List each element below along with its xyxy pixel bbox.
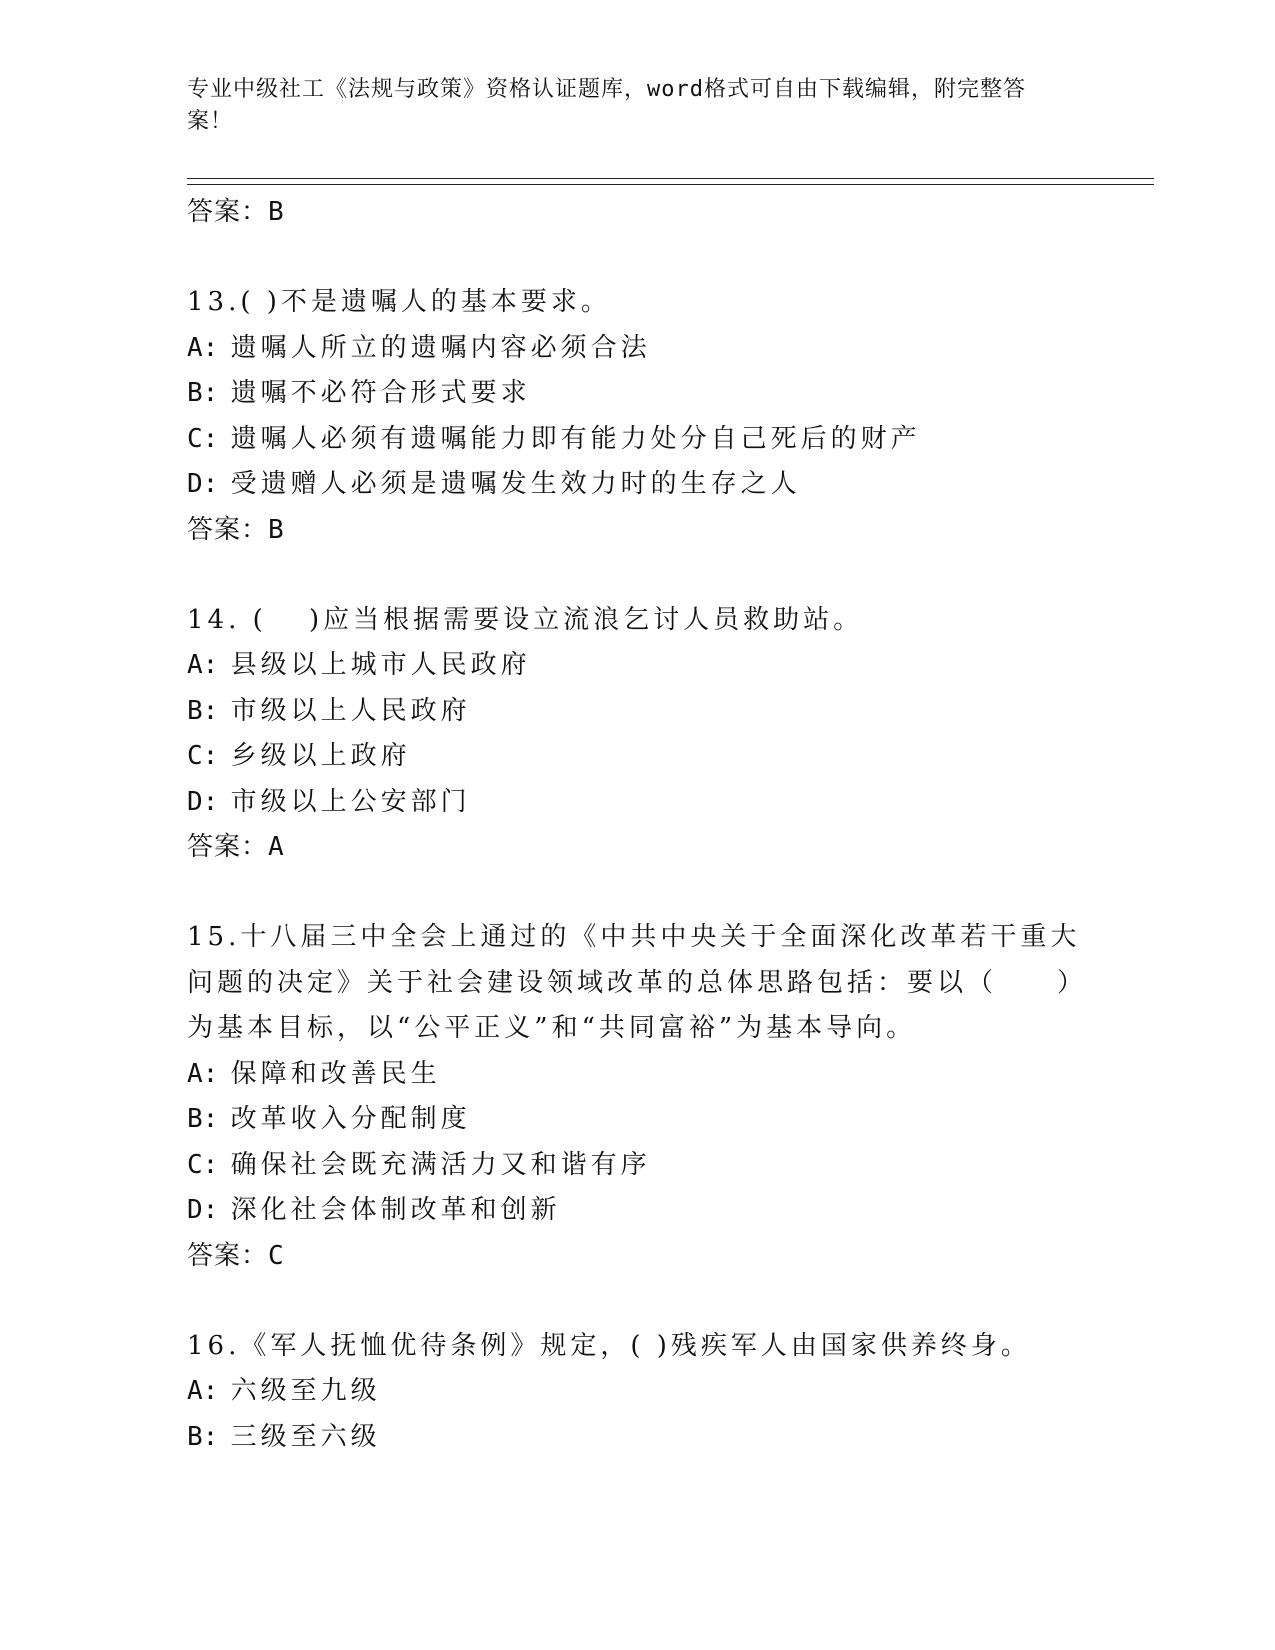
option-text: 确保社会既充满活力又和谐有序 xyxy=(230,1149,651,1180)
option-c xyxy=(187,1143,1087,1189)
question-stem: 13.( )不是遗嘱人的基本要求。 xyxy=(187,287,611,317)
question-13 xyxy=(187,280,1087,553)
question-stem: 15.十八届三中全会上通过的《中共中央关于全面深化改革若干重大问题的决定》关于社会建设领域改革的总体思路包括：要以（ ）为基本目标，以“公平正义”和“共同富裕”为基本导向。 xyxy=(187,922,1088,1043)
option-letter: A: xyxy=(187,332,219,363)
header-double-rule xyxy=(187,178,1154,185)
option-letter: A: xyxy=(187,1058,219,1089)
answer-line xyxy=(187,508,1087,553)
option-text: 市级以上公安部门 xyxy=(230,786,471,817)
option-text: 遗嘱人所立的遗嘱内容必须合法 xyxy=(230,332,651,363)
option-text: 保障和改善民生 xyxy=(230,1058,441,1089)
question-16 xyxy=(187,1324,1087,1461)
answer-line xyxy=(187,190,1087,235)
option-letter: D: xyxy=(187,469,219,499)
question-stem: 14. ( )应当根据需要设立流浪乞讨人员救助站。 xyxy=(187,604,864,635)
answer-value: B xyxy=(268,197,285,227)
option-text: 乡级以上政府 xyxy=(230,741,411,771)
option-a xyxy=(187,643,1087,689)
option-letter: C: xyxy=(187,741,219,771)
option-text: 县级以上城市人民政府 xyxy=(230,650,531,680)
option-letter: C: xyxy=(187,423,219,454)
option-c xyxy=(187,734,1087,780)
answer-label: 答案： xyxy=(187,832,269,862)
answer-line xyxy=(187,1234,1087,1279)
option-letter: B: xyxy=(187,1104,219,1134)
option-text: 遗嘱不必符合形式要求 xyxy=(230,378,531,408)
option-text: 三级至六级 xyxy=(230,1421,381,1452)
answer-label: 答案： xyxy=(187,197,269,227)
option-letter: B: xyxy=(187,695,219,726)
document-header xyxy=(187,74,1067,138)
option-c xyxy=(187,417,1087,463)
option-letter: A: xyxy=(187,650,219,680)
option-text: 改革收入分配制度 xyxy=(230,1104,471,1134)
option-b xyxy=(187,689,1087,735)
answer-line xyxy=(187,825,1087,870)
option-d xyxy=(187,462,1087,508)
option-b xyxy=(187,1415,1087,1461)
header-title: 专业中级社工《法规与政策》资格认证题库，word格式可自由下载编辑，附完整答案！ xyxy=(187,77,1026,134)
answer-value: B xyxy=(268,514,285,545)
answer-value: C xyxy=(268,1240,285,1271)
option-a xyxy=(187,1052,1087,1098)
answer-label: 答案： xyxy=(187,514,269,545)
option-letter: A: xyxy=(187,1376,219,1406)
option-letter: D: xyxy=(187,786,219,817)
option-a xyxy=(187,326,1087,372)
option-text: 遗嘱人必须有遗嘱能力即有能力处分自己死后的财产 xyxy=(230,423,921,454)
question-14 xyxy=(187,598,1087,871)
option-text: 深化社会体制改革和创新 xyxy=(230,1195,561,1225)
option-letter: B: xyxy=(187,1421,219,1452)
option-b xyxy=(187,1097,1087,1143)
option-text: 六级至九级 xyxy=(230,1376,381,1406)
option-text: 市级以上人民政府 xyxy=(230,695,471,726)
option-d xyxy=(187,1188,1087,1234)
option-letter: C: xyxy=(187,1149,219,1180)
question-15 xyxy=(187,915,1087,1279)
option-text: 受遗赠人必须是遗嘱发生效力时的生存之人 xyxy=(230,469,801,499)
option-b xyxy=(187,371,1087,417)
option-letter: B: xyxy=(187,378,219,408)
option-d xyxy=(187,780,1087,826)
answer-value: A xyxy=(268,832,285,862)
option-letter: D: xyxy=(187,1195,219,1225)
question-stem: 16.《军人抚恤优待条例》规定，( )残疾军人由国家供养终身。 xyxy=(187,1330,1031,1361)
answer-label: 答案： xyxy=(187,1240,269,1271)
option-a xyxy=(187,1369,1087,1415)
question-list xyxy=(187,190,1087,1460)
